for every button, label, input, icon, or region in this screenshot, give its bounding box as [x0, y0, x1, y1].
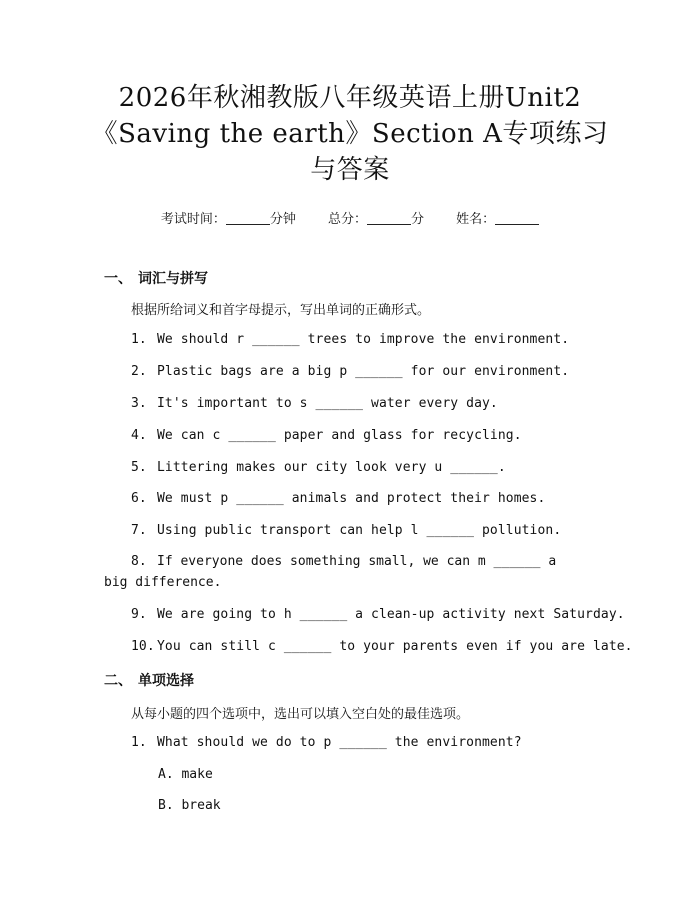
title-line-3: 与答案: [310, 155, 390, 185]
question-item: [131, 396, 498, 411]
question-number: 5.: [131, 460, 147, 475]
title-line-1: 2026年秋湘教版八年级英语上册Unit2: [118, 83, 582, 113]
exam-time: [161, 212, 296, 227]
question-text: We are going to h ______ a clean-up activity next Saturday.: [157, 607, 625, 622]
question-number: 9.: [131, 607, 147, 622]
question-number: 7.: [131, 523, 147, 538]
exam-score-label: 总分：: [327, 212, 367, 227]
question-number: 3.: [131, 396, 147, 411]
exam-time-unit: 分钟: [269, 212, 296, 227]
question-number: 1.: [131, 735, 147, 750]
document-title: [90, 80, 610, 188]
question-item: [131, 428, 522, 443]
question-number: 4.: [131, 428, 147, 443]
question-text: We should r ______ trees to improve the environment.: [157, 332, 570, 347]
question-text: We must p ______ animals and protect their homes.: [157, 491, 546, 506]
question-text: If everyone does something small, we can m ______ a big difference.: [104, 554, 557, 590]
question-number: 10.: [131, 639, 155, 654]
exam-name-label: 姓名：: [456, 212, 496, 227]
question-text: Using public transport can help l ______ pollution.: [157, 523, 562, 538]
question-text: Plastic bags are a big p ______ for our environment.: [157, 364, 570, 379]
question-number: 1.: [131, 332, 147, 347]
question-item: [131, 460, 506, 475]
title-line-2: 《Saving the earth》Section A专项练习: [91, 119, 609, 149]
question-item: [131, 523, 561, 538]
question-text: You can still c ______ to your parents even if you are late.: [157, 639, 633, 654]
question-text: We can c ______ paper and glass for recycling.: [157, 428, 522, 443]
section-1-heading: [104, 268, 208, 288]
exam-name-blank: [495, 212, 539, 225]
section-2-instruction: 从每小题的四个选项中，选出可以填入空白处的最佳选项。: [131, 707, 470, 722]
exam-time-label: 考试时间：: [160, 212, 226, 227]
question-number: 2.: [131, 364, 147, 379]
question-item: [131, 364, 569, 379]
question-item: [104, 551, 574, 593]
exam-score: [328, 212, 424, 227]
option-b: B. break: [158, 798, 221, 813]
question-item: [131, 491, 545, 506]
question-text: It's important to s ______ water every day.: [157, 396, 498, 411]
question-item: [131, 639, 633, 654]
section-1-instruction: 根据所给词义和首字母提示，写出单词的正确形式。: [131, 303, 431, 318]
question-number: 8.: [131, 554, 147, 569]
question-item: [131, 607, 625, 622]
question-text: What should we do to p ______ the environment?: [157, 735, 522, 750]
exam-score-unit: 分: [411, 212, 425, 227]
exam-info: [0, 208, 700, 227]
exam-time-blank: [226, 212, 270, 225]
section-2-title: 单项选择: [138, 673, 194, 689]
section-2-heading: [104, 670, 194, 690]
question-item: [131, 332, 569, 347]
exam-name: [456, 212, 539, 227]
question-text: Littering makes our city look very u ______.: [157, 460, 506, 475]
section-1-number: 一、: [104, 271, 132, 287]
question-number: 6.: [131, 491, 147, 506]
option-a: A. make: [158, 767, 213, 782]
section-1-title: 词汇与拼写: [138, 271, 208, 287]
question-item: [131, 735, 522, 750]
section-2-number: 二、: [104, 673, 132, 689]
exam-score-blank: [367, 212, 411, 225]
